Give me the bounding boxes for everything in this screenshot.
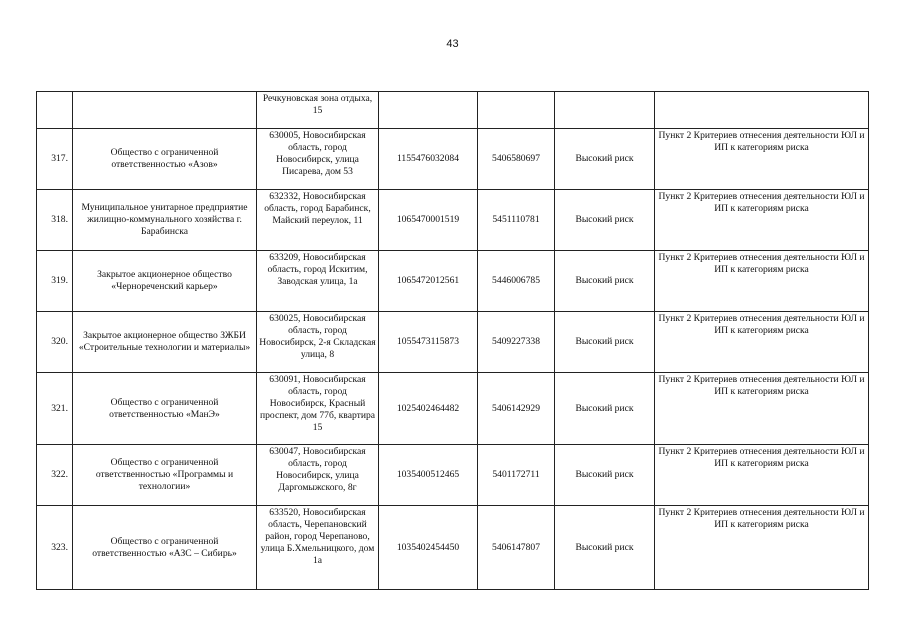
row-number-cell bbox=[37, 92, 73, 129]
address-cell: 630091, Новосибирская область, город Новосибирск, Красный проспект, дом 77б, квартира 15 bbox=[257, 373, 379, 445]
risk-category-cell: Высокий риск bbox=[555, 312, 655, 373]
organization-cell: Закрытое акционерное общество ЗЖБИ «Строительные технологии и материалы» bbox=[73, 312, 257, 373]
basis-cell: Пункт 2 Критериев отнесения деятельности ЮЛ и ИП к категориям риска bbox=[655, 190, 869, 251]
table-row bbox=[37, 190, 869, 251]
table-row bbox=[37, 129, 869, 190]
inn-cell bbox=[478, 92, 555, 129]
basis-cell: Пункт 2 Критериев отнесения деятельности ЮЛ и ИП к категориям риска bbox=[655, 312, 869, 373]
row-number-cell: 317. bbox=[37, 129, 73, 190]
inn-cell: 5406147807 bbox=[478, 506, 555, 590]
inn-cell: 5409227338 bbox=[478, 312, 555, 373]
ogrn-cell: 1065472012561 bbox=[379, 251, 478, 312]
ogrn-cell: 1035402454450 bbox=[379, 506, 478, 590]
address-cell: 633520, Новосибирская область, Черепановский район, город Черепаново, улица Б.Хмельницкого, дом 1а bbox=[257, 506, 379, 590]
page-number: 43 bbox=[446, 38, 459, 50]
address-cell: 630005, Новосибирская область, город Новосибирск, улица Писарева, дом 53 bbox=[257, 129, 379, 190]
table-row bbox=[37, 312, 869, 373]
risk-category-cell: Высокий риск bbox=[555, 129, 655, 190]
inn-cell: 5451110781 bbox=[478, 190, 555, 251]
organization-cell: Общество с ограниченной ответственностью «Азов» bbox=[73, 129, 257, 190]
address-cell: Речкуновская зона отдыха, 15 bbox=[257, 92, 379, 129]
ogrn-cell: 1055473115873 bbox=[379, 312, 478, 373]
address-cell: 633209, Новосибирская область, город Искитим, Заводская улица, 1а bbox=[257, 251, 379, 312]
table-row bbox=[37, 251, 869, 312]
ogrn-cell bbox=[379, 92, 478, 129]
risk-category-cell: Высокий риск bbox=[555, 373, 655, 445]
ogrn-cell: 1155476032084 bbox=[379, 129, 478, 190]
table-row bbox=[37, 373, 869, 445]
organization-cell: Общество с ограниченной ответственностью «Программы и технологии» bbox=[73, 445, 257, 506]
row-number-cell: 318. bbox=[37, 190, 73, 251]
basis-cell: Пункт 2 Критериев отнесения деятельности ЮЛ и ИП к категориям риска bbox=[655, 251, 869, 312]
risk-category-cell: Высокий риск bbox=[555, 190, 655, 251]
risk-category-cell: Высокий риск bbox=[555, 445, 655, 506]
inn-cell: 5406580697 bbox=[478, 129, 555, 190]
row-number-cell: 319. bbox=[37, 251, 73, 312]
organization-cell: Закрытое акционерное общество «Чернореченский карьер» bbox=[73, 251, 257, 312]
risk-category-cell: Высокий риск bbox=[555, 506, 655, 590]
row-number-cell: 321. bbox=[37, 373, 73, 445]
row-number-cell: 323. bbox=[37, 506, 73, 590]
table-row bbox=[37, 445, 869, 506]
organization-cell bbox=[73, 92, 257, 129]
table-row bbox=[37, 506, 869, 590]
organization-cell: Общество с ограниченной ответственностью «МанЭ» bbox=[73, 373, 257, 445]
basis-cell: Пункт 2 Критериев отнесения деятельности ЮЛ и ИП к категориям риска bbox=[655, 445, 869, 506]
address-cell: 632332, Новосибирская область, город Барабинск, Майский переулок, 11 bbox=[257, 190, 379, 251]
address-cell: 630047, Новосибирская область, город Новосибирск, улица Даргомыжского, 8г bbox=[257, 445, 379, 506]
organization-cell: Общество с ограниченной ответственностью «АЗС – Сибирь» bbox=[73, 506, 257, 590]
risk-registry-table bbox=[36, 91, 869, 590]
row-number-cell: 322. bbox=[37, 445, 73, 506]
address-cell: 630025, Новосибирская область, город Новосибирск, 2-я Складская улица, 8 bbox=[257, 312, 379, 373]
inn-cell: 5406142929 bbox=[478, 373, 555, 445]
basis-cell: Пункт 2 Критериев отнесения деятельности ЮЛ и ИП к категориям риска bbox=[655, 373, 869, 445]
ogrn-cell: 1035400512465 bbox=[379, 445, 478, 506]
risk-category-cell bbox=[555, 92, 655, 129]
ogrn-cell: 1065470001519 bbox=[379, 190, 478, 251]
organization-cell: Муниципальное унитарное предприятие жилищно-коммунального хозяйства г. Барабинска bbox=[73, 190, 257, 251]
basis-cell: Пункт 2 Критериев отнесения деятельности ЮЛ и ИП к категориям риска bbox=[655, 129, 869, 190]
basis-cell bbox=[655, 92, 869, 129]
ogrn-cell: 1025402464482 bbox=[379, 373, 478, 445]
table-row-continuation bbox=[37, 92, 869, 129]
inn-cell: 5446006785 bbox=[478, 251, 555, 312]
row-number-cell: 320. bbox=[37, 312, 73, 373]
inn-cell: 5401172711 bbox=[478, 445, 555, 506]
basis-cell: Пункт 2 Критериев отнесения деятельности ЮЛ и ИП к категориям риска bbox=[655, 506, 869, 590]
risk-category-cell: Высокий риск bbox=[555, 251, 655, 312]
